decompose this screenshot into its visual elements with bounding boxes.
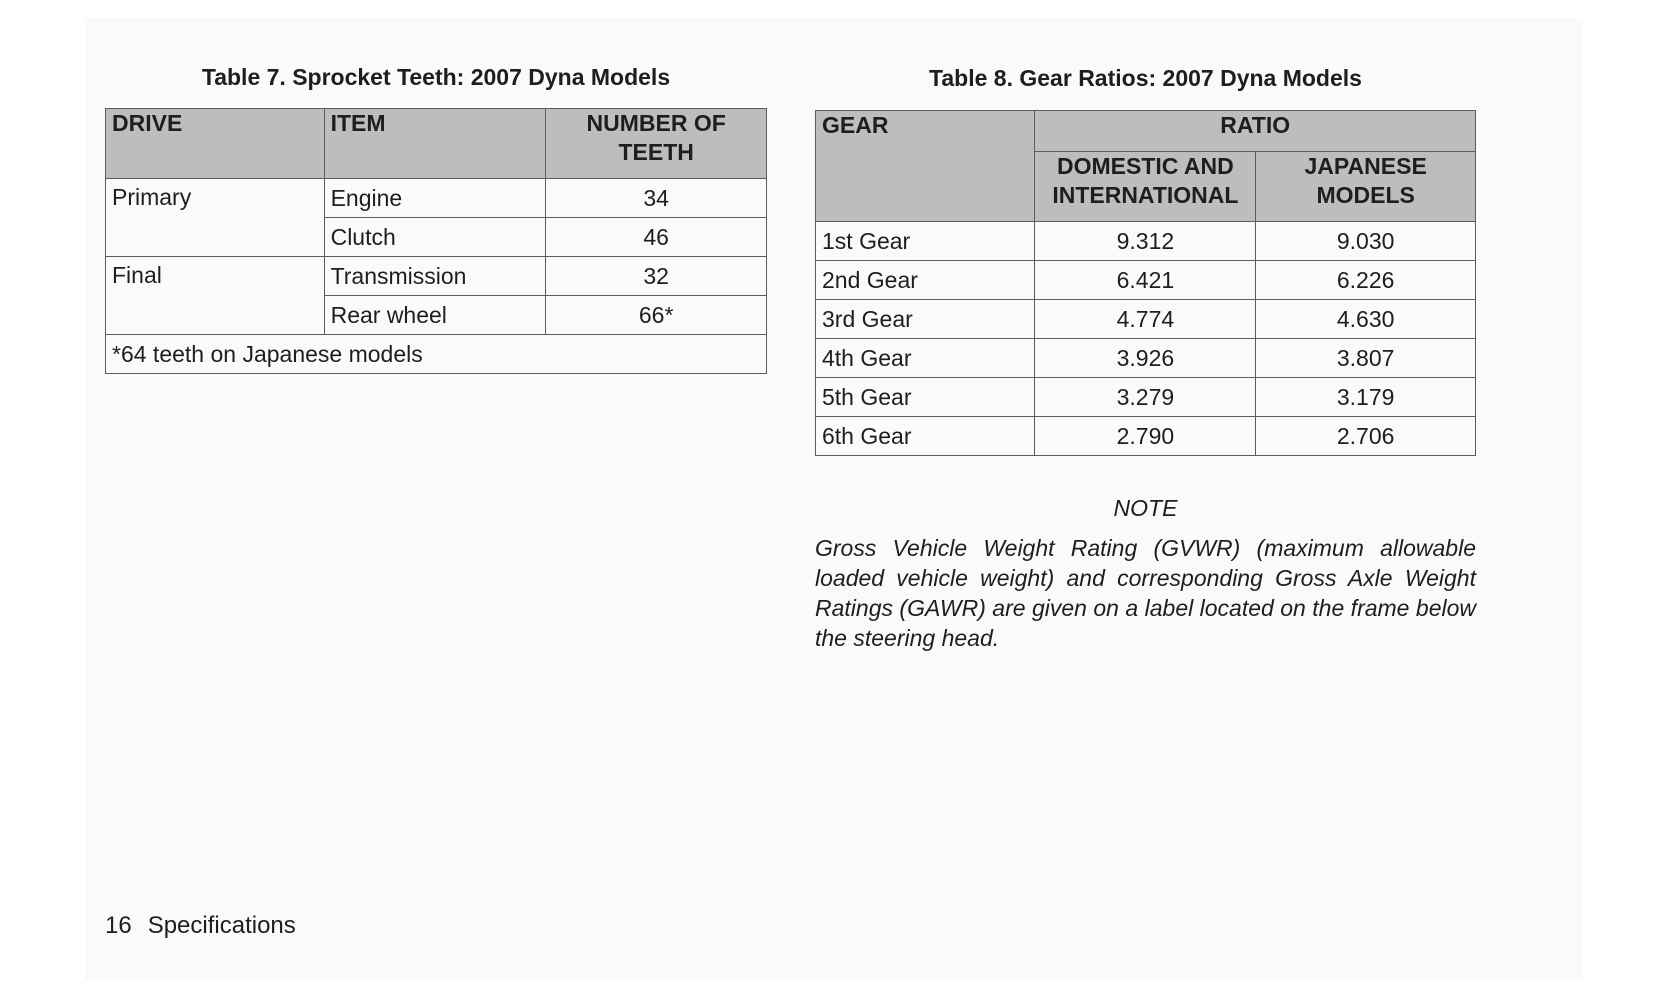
domestic-ratio-cell: 3.279 bbox=[1035, 378, 1256, 417]
footnote-cell: *64 teeth on Japanese models bbox=[106, 335, 767, 374]
item-cell: Clutch bbox=[324, 218, 546, 257]
drive-cell: Final bbox=[106, 257, 325, 335]
page-footer bbox=[105, 912, 296, 940]
teeth-cell: 66* bbox=[546, 296, 767, 335]
japanese-ratio-cell: 3.807 bbox=[1256, 339, 1476, 378]
header-japanese-models: JAPANESE MODELS bbox=[1256, 152, 1476, 222]
header-ratio: RATIO bbox=[1035, 111, 1476, 152]
japanese-ratio-cell: 6.226 bbox=[1256, 261, 1476, 300]
domestic-ratio-cell: 9.312 bbox=[1035, 222, 1256, 261]
table-row bbox=[816, 300, 1476, 339]
domestic-ratio-cell: 2.790 bbox=[1035, 417, 1256, 456]
gear-cell: 5th Gear bbox=[816, 378, 1035, 417]
header-domestic-international: DOMESTIC AND INTERNATIONAL bbox=[1035, 152, 1256, 222]
japanese-ratio-cell: 2.706 bbox=[1256, 417, 1476, 456]
gear-ratios-table bbox=[815, 110, 1476, 456]
japanese-ratio-cell: 3.179 bbox=[1256, 378, 1476, 417]
table-row bbox=[106, 335, 767, 374]
gear-cell: 6th Gear bbox=[816, 417, 1035, 456]
teeth-cell: 46 bbox=[546, 218, 767, 257]
japanese-ratio-cell: 4.630 bbox=[1256, 300, 1476, 339]
gear-cell: 4th Gear bbox=[816, 339, 1035, 378]
header-gear: GEAR bbox=[816, 111, 1035, 222]
header-drive: DRIVE bbox=[106, 109, 325, 179]
note-heading: NOTE bbox=[1113, 495, 1178, 521]
gear-cell: 1st Gear bbox=[816, 222, 1035, 261]
domestic-ratio-cell: 3.926 bbox=[1035, 339, 1256, 378]
table-row bbox=[106, 179, 767, 218]
table-row bbox=[816, 339, 1476, 378]
gear-cell: 3rd Gear bbox=[816, 300, 1035, 339]
item-cell: Transmission bbox=[324, 257, 546, 296]
sprocket-teeth-table bbox=[105, 108, 767, 374]
domestic-ratio-cell: 4.774 bbox=[1035, 300, 1256, 339]
header-number-of-teeth: NUMBER OF TEETH bbox=[546, 109, 767, 179]
table-row bbox=[816, 222, 1476, 261]
item-cell: Engine bbox=[324, 179, 546, 218]
table8-caption: Table 8. Gear Ratios: 2007 Dyna Models bbox=[929, 65, 1362, 91]
teeth-cell: 34 bbox=[546, 179, 767, 218]
page-number: 16 bbox=[105, 912, 132, 939]
teeth-cell: 32 bbox=[546, 257, 767, 296]
table7-caption: Table 7. Sprocket Teeth: 2007 Dyna Models bbox=[201, 64, 671, 90]
table-row bbox=[106, 257, 767, 296]
table-row bbox=[816, 378, 1476, 417]
header-item: ITEM bbox=[324, 109, 546, 179]
note-body: Gross Vehicle Weight Rating (GVWR) (maximum allowable loaded vehicle weight) and corresponding Gross Axle Weight Ratings (GAWR) are given on a label located on the frame below the steering head. bbox=[815, 535, 1476, 651]
table-row bbox=[816, 261, 1476, 300]
domestic-ratio-cell: 6.421 bbox=[1035, 261, 1256, 300]
japanese-ratio-cell: 9.030 bbox=[1256, 222, 1476, 261]
table-row bbox=[816, 417, 1476, 456]
drive-cell: Primary bbox=[106, 179, 325, 257]
item-cell: Rear wheel bbox=[324, 296, 546, 335]
gear-cell: 2nd Gear bbox=[816, 261, 1035, 300]
section-title: Specifications bbox=[147, 912, 296, 939]
